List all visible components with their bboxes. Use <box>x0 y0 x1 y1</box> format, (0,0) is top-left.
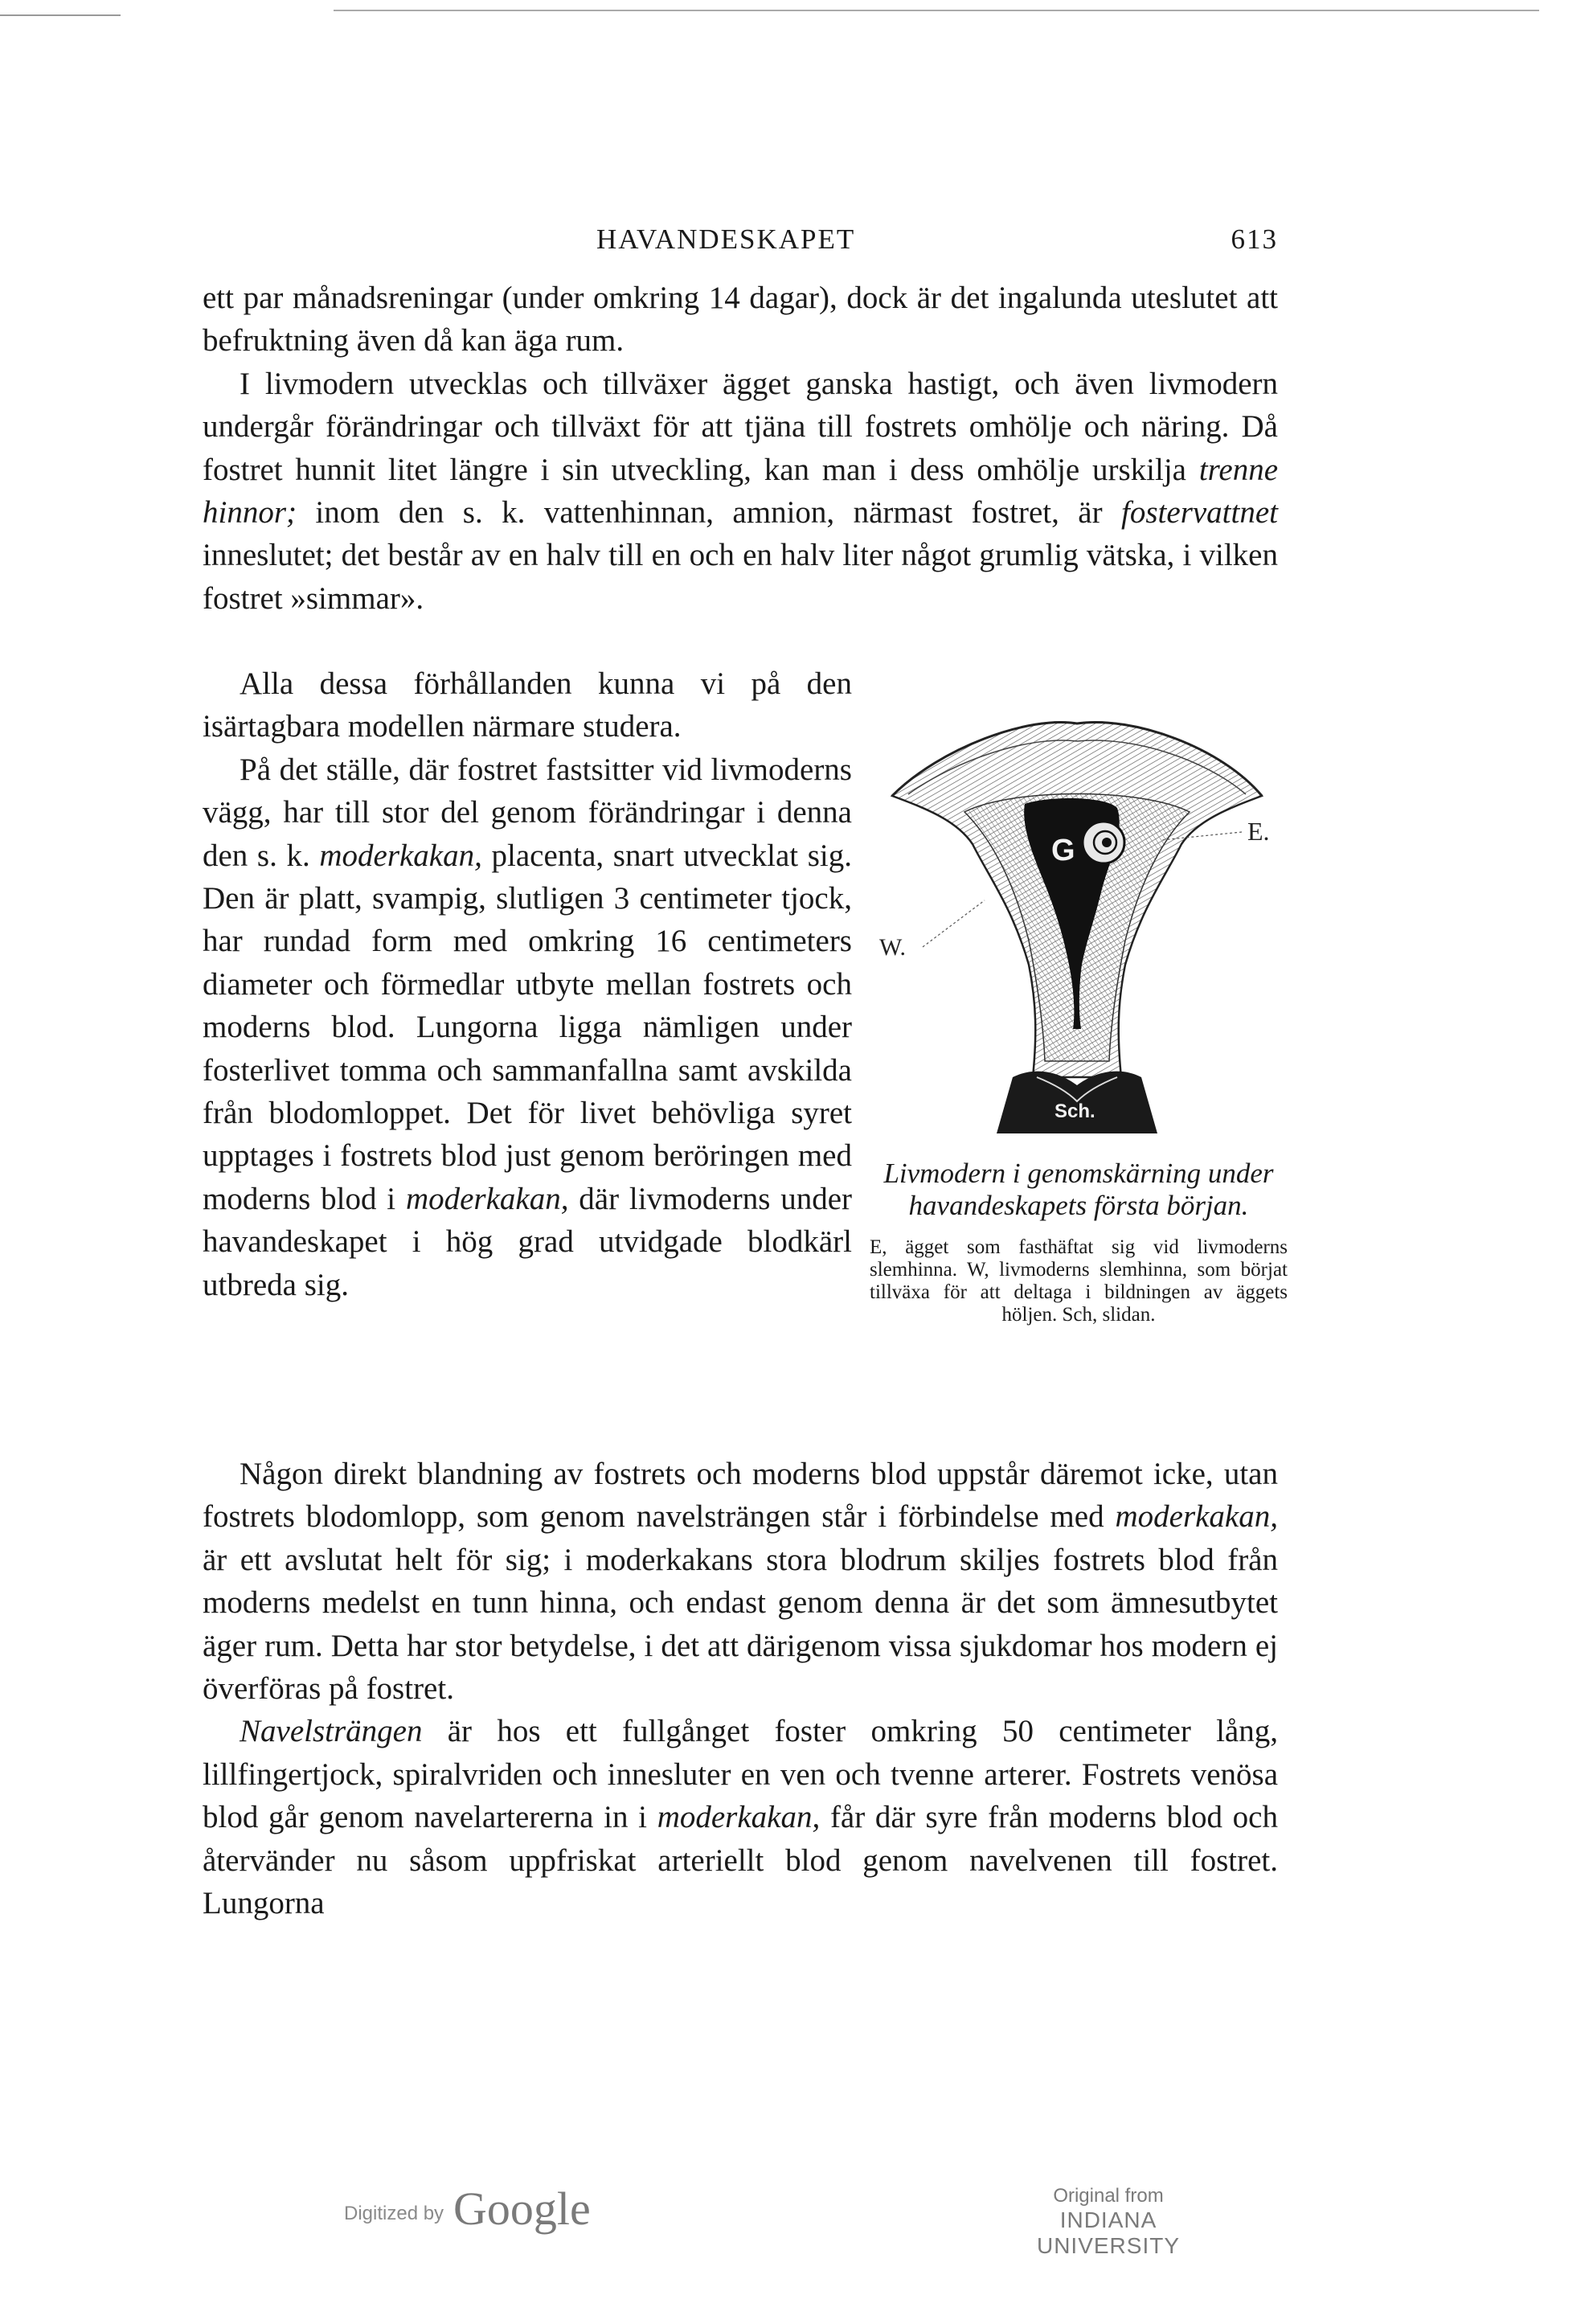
figure-label-g: G <box>1051 834 1075 867</box>
paragraph: I livmodern utvecklas och tillväxer ägget ganska hastigt, och även livmodern undergår förändringar och tillväxt för att tjäna till fostrets omhölje och näring. Då fostret hunnit litet längre i sin utveckling, kan man i dess omhölje urskilja trenne hinnor; inom den s. k. vattenhinnan, amnion, närmast fostret, är fostervattnet inneslutet; det består av en halv till en och en halv liter något grumlig vätska, i vilken fostret »simmar». <box>203 366 1278 616</box>
caption-title: Livmodern i genomskärning under havandeskapets första början. <box>883 1158 1274 1221</box>
digitized-by-text: Digitized by <box>344 2203 444 2224</box>
figure-label-e: E. <box>1247 817 1270 846</box>
paragraph: Alla dessa förhållanden kunna vi på den isärtagbara modellen närmare studera. <box>203 666 852 744</box>
caption-legend: E, ägget som fasthäftat sig vid livmoderns slemhinna. W, livmoderns slemhinna, som börjat tillväxa för att deltaga i bildningen av äggets höljen. Sch, slidan. <box>870 1236 1288 1326</box>
running-header <box>203 223 1278 264</box>
scan-artifact-line <box>334 10 1539 11</box>
institution-name: INDIANA UNIVERSITY <box>1036 2207 1181 2258</box>
original-from-text: Original from <box>1053 2185 1164 2207</box>
paragraph: ett par månadsreningar (under omkring 14 dagar), dock är det ingalunda uteslutet att befruktning även då kan äga rum. <box>203 281 1278 359</box>
running-title: HAVANDESKAPET <box>596 223 856 255</box>
google-logo: Google <box>453 2183 591 2235</box>
figure-label-sch: Sch. <box>1054 1101 1095 1122</box>
paragraph: Navelsträngen är hos ett fullgånget foster omkring 50 centimeter lång, lillfingertjock, spiralvriden och innesluter en ven och tvenne arterer. Fostrets venösa blod går genom navelartererna in i moderkakan, får där syre från moderns blod och återvänder nu såsom uppfriskat arteriellt blod genom navelvenen till fostret. Lungorna <box>203 1714 1278 1921</box>
paragraph: Någon direkt blandning av fostrets och moderns blod uppstår däremot icke, utan fostrets blodomlopp, som genom navelsträngen står i förbindelse med moderkakan, är ett avslutat helt för sig; i moderkakans stora blodrum skiljes fostrets blod från moderns medelst en tunn hinna, och endast genom denna är det som ämnesutbytet äger rum. Detta har stor betydelse, i det att därigenom vissa sjukdomar hos modern ej överföras på fostret. <box>203 1457 1278 1707</box>
scan-artifact-line <box>0 14 121 16</box>
bottom-text-block <box>203 1453 1278 1924</box>
paragraph: På det ställe, där fostret fastsitter vid livmoderns vägg, har till stor del genom förändringar i denna den s. k. moderkakan, placenta, snart utvecklat sig. Den är platt, svampig, slutligen 3 centimeter tjock, har rundad form med omkring 16 centimeters diameter och förmedlar utbyte mellan fostrets och moderns blod. Lungorna ligga nämligen under fosterlivet tomma och sammanfallna samt avskilda från blodomloppet. Det för livet behövliga syret upptages i fostrets blod just genom beröringen med moderns blod i moderkakan, där livmoderns under havandeskapet i hög grad utvidgade blodkärl utbreda sig. <box>203 752 853 1302</box>
page-number: 613 <box>1231 223 1278 255</box>
column-text-block <box>203 662 852 1306</box>
original-from-watermark <box>1000 2185 1217 2259</box>
figure-label-w: W. <box>879 934 907 961</box>
uterus-illustration <box>876 699 1278 1150</box>
figure-caption <box>870 1158 1288 1326</box>
top-text-block <box>203 277 1278 620</box>
